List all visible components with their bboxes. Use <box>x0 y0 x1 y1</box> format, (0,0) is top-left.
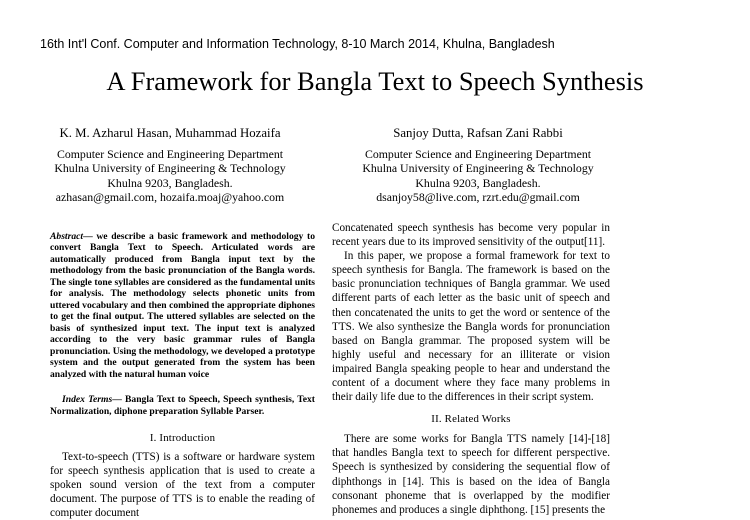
section-heading-related-works: II. Related Works <box>431 413 511 426</box>
left-column <box>50 221 315 520</box>
author-department: Computer Science and Engineering Department <box>364 146 592 161</box>
index-terms-text: — Bangla Text to Speech, Speech synthesis, Text Normalization, diphone preparation Syllable Parser. <box>50 394 315 418</box>
paper-title: A Framework for Bangla Text to Speech Synthesis <box>106 66 644 96</box>
author-university: Khulna University of Engineering & Technology <box>362 161 594 176</box>
author-block-left <box>40 126 300 205</box>
section-heading-introduction: I. Introduction <box>149 431 216 444</box>
index-terms <box>50 394 315 418</box>
abstract-text: — we describe a basic framework and methodology to convert Bangla Text to Speech. Articulated words are automatically produced from Bangla input text by the methodology from the basic pronunciation of the Bangla words. The single tone syllables are considered as the fundamental units for analysis. The methodology selects phonetic units from uttered vocabulary and then combined the appropriate diphones to get the final output. The uttered syllables are selected on the basis of synthesized input text. The input text is analyzed according to the very basic grammar rules of Bangla pronunciation. Using the methodology, we developed a prototype system and the output generated from the system has been analyzed with the natural human voice <box>50 230 315 380</box>
author-names: K. M. Azharul Hasan, Muhammad Hozaifa <box>59 126 281 140</box>
author-email: azhasan@gmail.com, hozaifa.moaj@yahoo.com <box>55 190 285 205</box>
author-university: Khulna University of Engineering & Technology <box>54 161 286 176</box>
right-column <box>332 221 610 517</box>
introduction-paragraph: Text-to-speech (TTS) is a software or hardware system for speech synthesis application that is used to create a spoken sound version of the text from a computer document. The purpose of TTS is to enable the reading of computer document <box>50 450 315 519</box>
index-terms-lead: Index Terms <box>62 394 113 406</box>
author-email: dsanjoy58@live.com, rzrt.edu@gmail.com <box>376 190 580 205</box>
author-department: Computer Science and Engineering Department <box>56 146 284 161</box>
author-city: Khulna 9203, Bangladesh. <box>107 175 233 190</box>
author-names: Sanjoy Dutta, Rafsan Zani Rabbi <box>393 126 563 140</box>
author-city: Khulna 9203, Bangladesh. <box>415 175 541 190</box>
conference-header: 16th Int'l Conf. Computer and Information Technology, 8-10 March 2014, Khulna, Bangladesh <box>40 37 555 51</box>
related-works-paragraph: There are some works for Bangla TTS namely [14]-[18] that handles Bangla text to speech for different perspective. Speech is synthesized by considering the sequential flow of diphthongs in [14]. This is based on the idea of Bangla consonant phoneme that is overlapped by the modifier phonemes and produces a single diphthong. [15] presents the <box>332 433 610 516</box>
abstract-lead: Abstract <box>50 230 84 242</box>
abstract <box>50 231 315 381</box>
author-block-right <box>348 126 608 205</box>
right-paragraph-1: Concatenated speech synthesis has become very popular in recent years due to its improved sensitivity of the output[11]. <box>332 222 610 249</box>
right-paragraph-2: In this paper, we propose a formal framework for text to speech synthesis for Bangla. The framework is based on the basic pronunciation techniques of Bangla grammar. We used different parts of each letter as the basic unit of speech and then concatenated the units to get the word or sentence of the TTS. We also synthesize the Bangla words for pronunciation based on Bangla grammar. The proposed system will be highly useful and necessary for an illiterate or vision impaired Bangla speaking people to hear and understand the content of a document where they face many problems in their daily life due to the differences in their script system. <box>332 250 610 404</box>
